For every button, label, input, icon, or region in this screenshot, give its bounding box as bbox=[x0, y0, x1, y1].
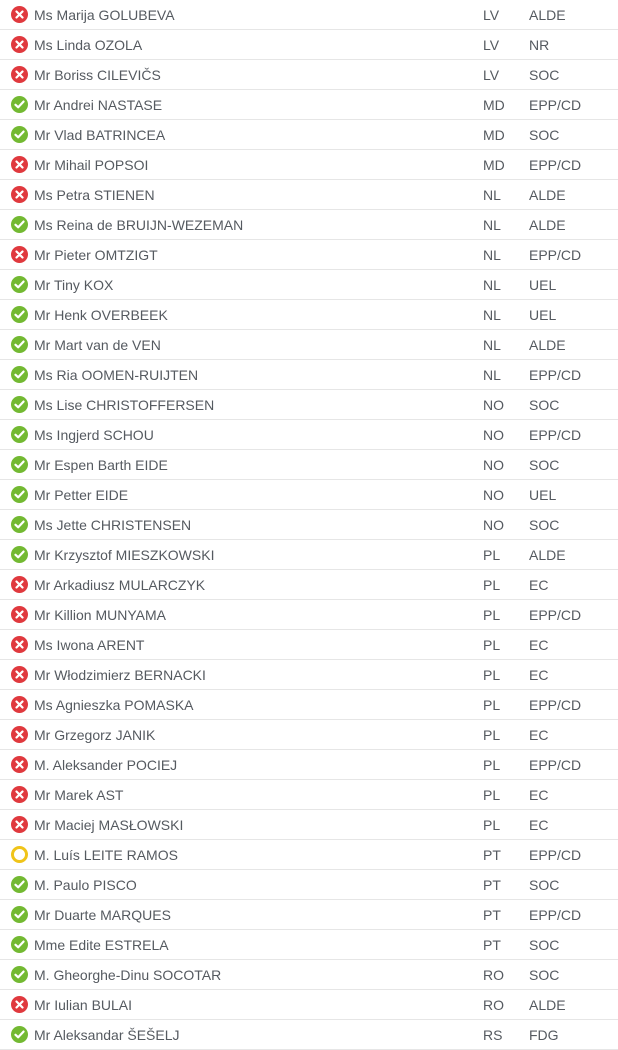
check-circle-icon bbox=[11, 366, 28, 383]
member-country: PT bbox=[483, 907, 501, 923]
member-group: EC bbox=[529, 577, 549, 593]
member-group: EC bbox=[529, 817, 549, 833]
table-row bbox=[0, 510, 618, 540]
table-row bbox=[0, 660, 618, 690]
member-name: Mme Edite ESTRELA bbox=[34, 937, 169, 953]
member-country: NO bbox=[483, 517, 504, 533]
member-name: M. Aleksander POCIEJ bbox=[34, 757, 178, 773]
member-name: Mr Krzysztof MIESZKOWSKI bbox=[34, 547, 215, 563]
check-circle-icon bbox=[11, 456, 28, 473]
table-row bbox=[0, 840, 618, 870]
x-circle-icon bbox=[11, 186, 28, 203]
member-name: Mr Mart van de VEN bbox=[34, 337, 161, 353]
member-group: SOC bbox=[529, 937, 560, 953]
member-country: NL bbox=[483, 187, 501, 203]
member-group: ALDE bbox=[529, 7, 566, 23]
check-circle-icon bbox=[11, 126, 28, 143]
member-name: Ms Jette CHRISTENSEN bbox=[34, 517, 192, 533]
table-row bbox=[0, 90, 618, 120]
member-country: NL bbox=[483, 337, 501, 353]
table-row bbox=[0, 630, 618, 660]
member-country: RO bbox=[483, 997, 504, 1013]
member-name: Mr Boriss CILEVIČS bbox=[34, 67, 161, 83]
member-group: SOC bbox=[529, 397, 560, 413]
member-group: EC bbox=[529, 637, 549, 653]
member-name: Mr Petter EIDE bbox=[34, 487, 129, 503]
member-group: EPP/CD bbox=[529, 97, 582, 113]
member-group: UEL bbox=[529, 277, 557, 293]
member-name: Mr Duarte MARQUES bbox=[34, 907, 171, 923]
member-group: SOC bbox=[529, 517, 560, 533]
member-name: Mr Grzegorz JANIK bbox=[34, 727, 156, 743]
table-row bbox=[0, 870, 618, 900]
member-country: NL bbox=[483, 247, 501, 263]
member-group: EPP/CD bbox=[529, 247, 582, 263]
member-group: UEL bbox=[529, 487, 557, 503]
member-country: PL bbox=[483, 547, 501, 563]
member-name: Mr Andrei NASTASE bbox=[34, 97, 163, 113]
member-name: Mr Marek AST bbox=[34, 787, 124, 803]
member-name: Mr Włodzimierz BERNACKI bbox=[34, 667, 206, 683]
member-country: MD bbox=[483, 127, 505, 143]
check-circle-icon bbox=[11, 516, 28, 533]
check-circle-icon bbox=[11, 936, 28, 953]
member-group: UEL bbox=[529, 307, 557, 323]
member-name: Ms Reina de BRUIJN-WEZEMAN bbox=[34, 217, 244, 233]
member-country: PL bbox=[483, 727, 501, 743]
member-group: ALDE bbox=[529, 337, 566, 353]
member-group: SOC bbox=[529, 67, 560, 83]
table-row bbox=[0, 30, 618, 60]
x-circle-icon bbox=[11, 696, 28, 713]
member-name: Ms Ingjerd SCHOU bbox=[34, 427, 154, 443]
table-row bbox=[0, 270, 618, 300]
member-country: PL bbox=[483, 667, 501, 683]
table-row bbox=[0, 1020, 618, 1050]
member-group: ALDE bbox=[529, 187, 566, 203]
table-row bbox=[0, 210, 618, 240]
table-row bbox=[0, 420, 618, 450]
table-row bbox=[0, 120, 618, 150]
member-country: PL bbox=[483, 697, 501, 713]
member-country: LV bbox=[483, 7, 500, 23]
member-name: Mr Mihail POPSOI bbox=[34, 157, 149, 173]
check-circle-icon bbox=[11, 876, 28, 893]
check-circle-icon bbox=[11, 486, 28, 503]
table-row bbox=[0, 60, 618, 90]
member-name: Mr Aleksandar ŠEŠELJ bbox=[34, 1027, 180, 1043]
table-row bbox=[0, 180, 618, 210]
member-country: PT bbox=[483, 937, 501, 953]
member-name: Mr Henk OVERBEEK bbox=[34, 307, 168, 323]
table-row bbox=[0, 360, 618, 390]
member-country: PT bbox=[483, 877, 501, 893]
check-circle-icon bbox=[11, 546, 28, 563]
table-row bbox=[0, 540, 618, 570]
member-country: NL bbox=[483, 307, 501, 323]
x-circle-icon bbox=[11, 606, 28, 623]
table-row bbox=[0, 900, 618, 930]
member-name: Ms Marija GOLUBEVA bbox=[34, 7, 175, 23]
member-name: M. Gheorghe-Dinu SOCOTAR bbox=[34, 967, 222, 983]
member-name: Mr Arkadiusz MULARCZYK bbox=[34, 577, 206, 593]
x-circle-icon bbox=[11, 66, 28, 83]
member-name: Ms Lise CHRISTOFFERSEN bbox=[34, 397, 215, 413]
member-group: ALDE bbox=[529, 997, 566, 1013]
member-group: EPP/CD bbox=[529, 697, 582, 713]
table-row bbox=[0, 780, 618, 810]
x-circle-icon bbox=[11, 36, 28, 53]
table-row bbox=[0, 150, 618, 180]
table-row bbox=[0, 990, 618, 1020]
member-group: EC bbox=[529, 787, 549, 803]
x-circle-icon bbox=[11, 786, 28, 803]
member-group: EPP/CD bbox=[529, 367, 582, 383]
x-circle-icon bbox=[11, 246, 28, 263]
member-country: PL bbox=[483, 607, 501, 623]
table-row bbox=[0, 960, 618, 990]
x-circle-icon bbox=[11, 816, 28, 833]
table-row bbox=[0, 300, 618, 330]
member-group: SOC bbox=[529, 877, 560, 893]
member-name: Mr Iulian BULAI bbox=[34, 997, 133, 1013]
member-country: LV bbox=[483, 37, 500, 53]
member-country: PL bbox=[483, 757, 501, 773]
member-group: SOC bbox=[529, 457, 560, 473]
member-group: EC bbox=[529, 727, 549, 743]
check-circle-icon bbox=[11, 96, 28, 113]
member-country: PL bbox=[483, 787, 501, 803]
member-country: NO bbox=[483, 397, 504, 413]
member-name: M. Paulo PISCO bbox=[34, 877, 137, 893]
member-group: SOC bbox=[529, 967, 560, 983]
member-group: EPP/CD bbox=[529, 427, 582, 443]
table-row bbox=[0, 930, 618, 960]
check-circle-icon bbox=[11, 966, 28, 983]
member-group: ALDE bbox=[529, 217, 566, 233]
member-group: NR bbox=[529, 37, 550, 53]
member-country: RO bbox=[483, 967, 504, 983]
member-name: Ms Ria OOMEN-RUIJTEN bbox=[34, 367, 199, 383]
member-name: Mr Tiny KOX bbox=[34, 277, 114, 293]
check-circle-icon bbox=[11, 426, 28, 443]
table-row bbox=[0, 690, 618, 720]
member-country: MD bbox=[483, 97, 505, 113]
member-group: FDG bbox=[529, 1027, 559, 1043]
member-country: NO bbox=[483, 457, 504, 473]
member-country: PL bbox=[483, 637, 501, 653]
x-circle-icon bbox=[11, 576, 28, 593]
x-circle-icon bbox=[11, 636, 28, 653]
member-group: ALDE bbox=[529, 547, 566, 563]
x-circle-icon bbox=[11, 666, 28, 683]
ring-circle-icon bbox=[11, 846, 28, 863]
check-circle-icon bbox=[11, 396, 28, 413]
x-circle-icon bbox=[11, 726, 28, 743]
member-country: PL bbox=[483, 817, 501, 833]
x-circle-icon bbox=[11, 996, 28, 1013]
check-circle-icon bbox=[11, 306, 28, 323]
member-country: PT bbox=[483, 847, 501, 863]
member-country: NO bbox=[483, 487, 504, 503]
member-country: NL bbox=[483, 217, 501, 233]
member-name: Mr Espen Barth EIDE bbox=[34, 457, 168, 473]
check-circle-icon bbox=[11, 216, 28, 233]
x-circle-icon bbox=[11, 756, 28, 773]
member-name: Mr Killion MUNYAMA bbox=[34, 607, 166, 623]
table-row bbox=[0, 570, 618, 600]
member-country: PL bbox=[483, 577, 501, 593]
member-group: SOC bbox=[529, 127, 560, 143]
table-row bbox=[0, 0, 618, 30]
member-group: EPP/CD bbox=[529, 757, 582, 773]
table-row bbox=[0, 450, 618, 480]
table-row bbox=[0, 810, 618, 840]
member-name: Mr Vlad BATRINCEA bbox=[34, 127, 166, 143]
x-circle-icon bbox=[11, 156, 28, 173]
member-group: EPP/CD bbox=[529, 607, 582, 623]
member-country: MD bbox=[483, 157, 505, 173]
table-row bbox=[0, 750, 618, 780]
member-country: NL bbox=[483, 367, 501, 383]
member-country: NL bbox=[483, 277, 501, 293]
member-group: EPP/CD bbox=[529, 157, 582, 173]
table-row bbox=[0, 600, 618, 630]
check-circle-icon bbox=[11, 1026, 28, 1043]
member-name: M. Luís LEITE RAMOS bbox=[34, 847, 178, 863]
table-row bbox=[0, 390, 618, 420]
x-circle-icon bbox=[11, 6, 28, 23]
check-circle-icon bbox=[11, 336, 28, 353]
member-name: Mr Pieter OMTZIGT bbox=[34, 247, 158, 263]
member-name: Ms Linda OZOLA bbox=[34, 37, 143, 53]
member-name: Ms Iwona ARENT bbox=[34, 637, 145, 653]
table-row bbox=[0, 720, 618, 750]
member-country: RS bbox=[483, 1027, 503, 1043]
check-circle-icon bbox=[11, 276, 28, 293]
check-circle-icon bbox=[11, 906, 28, 923]
table-row bbox=[0, 330, 618, 360]
member-country: LV bbox=[483, 67, 500, 83]
table-row bbox=[0, 480, 618, 510]
member-group: EPP/CD bbox=[529, 907, 582, 923]
member-name: Mr Maciej MASŁOWSKI bbox=[34, 817, 184, 833]
member-name: Ms Agnieszka POMASKA bbox=[34, 697, 194, 713]
member-name: Ms Petra STIENEN bbox=[34, 187, 155, 203]
table-row bbox=[0, 240, 618, 270]
member-country: NO bbox=[483, 427, 504, 443]
member-group: EC bbox=[529, 667, 549, 683]
member-group: EPP/CD bbox=[529, 847, 582, 863]
